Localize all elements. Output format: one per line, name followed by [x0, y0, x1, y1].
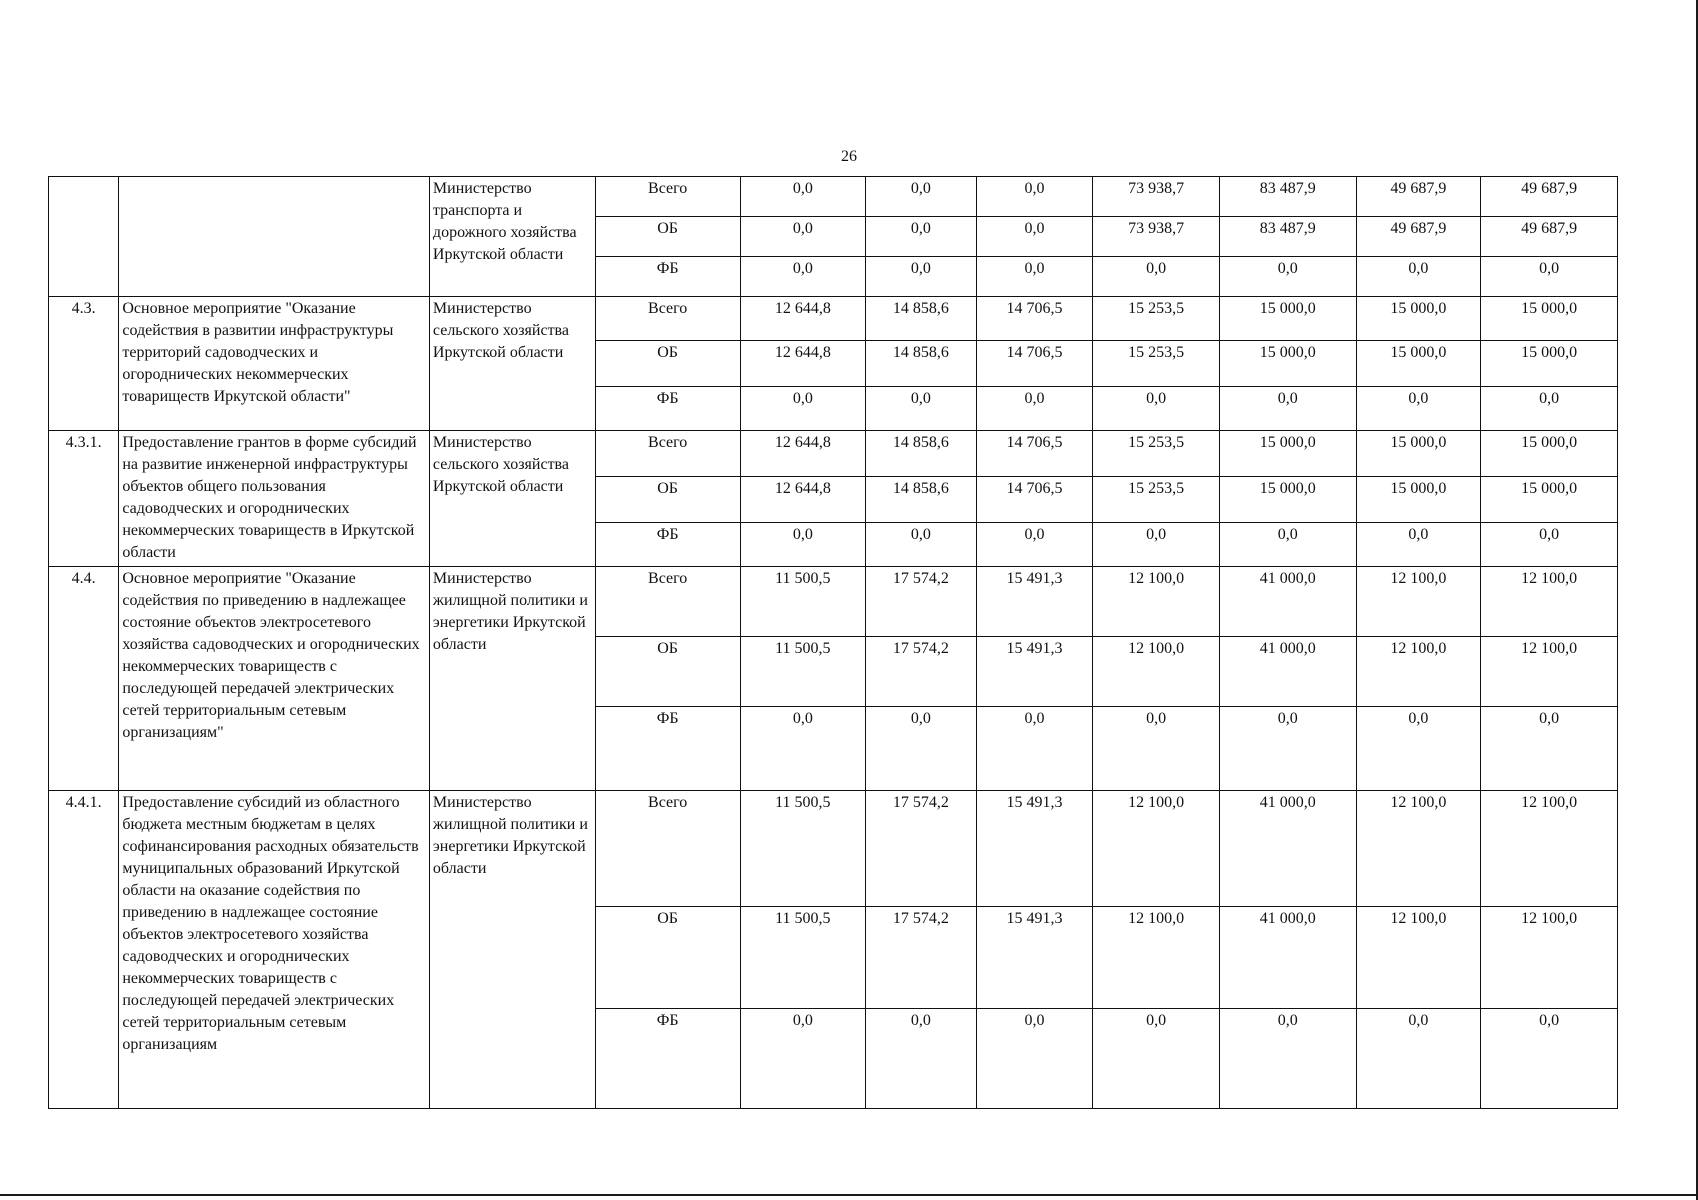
amount-cell: 0,0 [976, 387, 1093, 431]
amount-cell: 0,0 [1481, 707, 1618, 791]
page-number: 26 [841, 148, 857, 165]
table-row [49, 297, 1618, 341]
funding-source: ФБ [595, 523, 740, 567]
amount-cell: 0,0 [866, 707, 977, 791]
amount-cell: 0,0 [1356, 523, 1481, 567]
amount-cell: 15 000,0 [1481, 431, 1618, 477]
amount-cell: 15 000,0 [1481, 297, 1618, 341]
amount-cell: 0,0 [1093, 1009, 1220, 1109]
amount-cell: 15 000,0 [1481, 341, 1618, 387]
amount-cell: 15 000,0 [1219, 341, 1356, 387]
amount-cell: 12 644,8 [740, 431, 866, 477]
amount-cell: 14 706,5 [976, 297, 1093, 341]
amount-cell: 0,0 [1093, 523, 1220, 567]
amount-cell: 15 000,0 [1356, 297, 1481, 341]
funding-source: Всего [595, 297, 740, 341]
amount-cell: 0,0 [1481, 387, 1618, 431]
amount-cell: 12 100,0 [1093, 907, 1220, 1009]
amount-cell: 0,0 [1093, 387, 1220, 431]
amount-cell: 12 100,0 [1356, 567, 1481, 637]
amount-cell: 0,0 [1356, 257, 1481, 297]
amount-cell: 12 100,0 [1481, 907, 1618, 1009]
amount-cell: 41 000,0 [1219, 907, 1356, 1009]
amount-cell: 49 687,9 [1356, 177, 1481, 217]
funding-source: Всего [595, 791, 740, 907]
amount-cell: 0,0 [1219, 387, 1356, 431]
funding-source: ФБ [595, 387, 740, 431]
amount-cell: 0,0 [1219, 523, 1356, 567]
amount-cell: 0,0 [1356, 387, 1481, 431]
amount-cell: 15 491,3 [976, 567, 1093, 637]
amount-cell: 15 000,0 [1219, 297, 1356, 341]
amount-cell: 15 253,5 [1093, 297, 1220, 341]
row-code [49, 177, 119, 297]
amount-cell: 49 687,9 [1481, 217, 1618, 257]
amount-cell: 0,0 [976, 177, 1093, 217]
amount-cell: 0,0 [976, 707, 1093, 791]
amount-cell: 15 000,0 [1356, 341, 1481, 387]
amount-cell: 0,0 [866, 1009, 977, 1109]
funding-source: ФБ [595, 707, 740, 791]
amount-cell: 0,0 [740, 177, 866, 217]
table-row [49, 431, 1618, 477]
amount-cell: 12 100,0 [1356, 791, 1481, 907]
amount-cell: 49 687,9 [1356, 217, 1481, 257]
amount-cell: 0,0 [976, 523, 1093, 567]
funding-source: ФБ [595, 257, 740, 297]
amount-cell: 12 100,0 [1356, 907, 1481, 1009]
page-edge-bottom [0, 1194, 1698, 1196]
amount-cell: 14 706,5 [976, 341, 1093, 387]
amount-cell: 0,0 [1219, 1009, 1356, 1109]
amount-cell: 15 000,0 [1219, 431, 1356, 477]
budget-table [48, 176, 1618, 1109]
amount-cell: 14 858,6 [866, 297, 977, 341]
amount-cell: 83 487,9 [1219, 177, 1356, 217]
responsible-executor: Министерство жилищной политики и энергетики Иркутской области [429, 791, 595, 1109]
amount-cell: 0,0 [976, 1009, 1093, 1109]
amount-cell: 11 500,5 [740, 567, 866, 637]
funding-source: ФБ [595, 1009, 740, 1109]
amount-cell: 0,0 [740, 1009, 866, 1109]
amount-cell: 15 491,3 [976, 907, 1093, 1009]
amount-cell: 49 687,9 [1481, 177, 1618, 217]
amount-cell: 0,0 [1219, 707, 1356, 791]
amount-cell: 14 858,6 [866, 431, 977, 477]
responsible-executor: Министерство жилищной политики и энергетики Иркутской области [429, 567, 595, 791]
amount-cell: 0,0 [740, 523, 866, 567]
amount-cell: 15 000,0 [1481, 477, 1618, 523]
funding-source: Всего [595, 177, 740, 217]
amount-cell: 15 253,5 [1093, 431, 1220, 477]
responsible-executor: Министерство транспорта и дорожного хозяйства Иркутской области [429, 177, 595, 297]
amount-cell: 0,0 [740, 707, 866, 791]
amount-cell: 12 644,8 [740, 477, 866, 523]
activity-name: Предоставление субсидий из областного бюджета местным бюджетам в целях софинансирования расходных обязательств муниципальных образований Иркутской области на оказание содействия по приведению в надлежащее состояние объектов электросетевого хозяйства садоводческих и огороднических некоммерческих товариществ с последующей передачей электрических сетей территориальным сетевым организациям [119, 791, 430, 1109]
activity-name: Основное мероприятие "Оказание содействия в развитии инфраструктуры территорий садоводческих и огороднических некоммерческих товариществ Иркутской области" [119, 297, 430, 431]
amount-cell: 0,0 [1356, 707, 1481, 791]
amount-cell: 15 000,0 [1219, 477, 1356, 523]
amount-cell: 0,0 [1481, 1009, 1618, 1109]
amount-cell: 17 574,2 [866, 637, 977, 707]
amount-cell: 0,0 [1093, 257, 1220, 297]
amount-cell: 11 500,5 [740, 637, 866, 707]
amount-cell: 12 100,0 [1481, 567, 1618, 637]
amount-cell: 12 100,0 [1093, 637, 1220, 707]
amount-cell: 15 253,5 [1093, 341, 1220, 387]
amount-cell: 12 644,8 [740, 341, 866, 387]
funding-source: ОБ [595, 907, 740, 1009]
amount-cell: 0,0 [1356, 1009, 1481, 1109]
amount-cell: 83 487,9 [1219, 217, 1356, 257]
responsible-executor: Министерство сельского хозяйства Иркутской области [429, 431, 595, 567]
amount-cell: 41 000,0 [1219, 567, 1356, 637]
table-row [49, 791, 1618, 907]
table-row [49, 177, 1618, 217]
amount-cell: 14 858,6 [866, 341, 977, 387]
amount-cell: 15 000,0 [1356, 431, 1481, 477]
activity-name [119, 177, 430, 297]
amount-cell: 15 000,0 [1356, 477, 1481, 523]
amount-cell: 0,0 [976, 257, 1093, 297]
table-body [49, 177, 1618, 1109]
amount-cell: 17 574,2 [866, 907, 977, 1009]
row-code: 4.4. [49, 567, 119, 791]
amount-cell: 73 938,7 [1093, 217, 1220, 257]
row-code: 4.4.1. [49, 791, 119, 1109]
amount-cell: 17 574,2 [866, 567, 977, 637]
amount-cell: 0,0 [866, 523, 977, 567]
amount-cell: 73 938,7 [1093, 177, 1220, 217]
amount-cell: 12 100,0 [1093, 791, 1220, 907]
row-code: 4.3.1. [49, 431, 119, 567]
funding-source: ОБ [595, 637, 740, 707]
row-code: 4.3. [49, 297, 119, 431]
amount-cell: 15 491,3 [976, 791, 1093, 907]
funding-source: Всего [595, 567, 740, 637]
responsible-executor: Министерство сельского хозяйства Иркутской области [429, 297, 595, 431]
amount-cell: 41 000,0 [1219, 637, 1356, 707]
amount-cell: 15 253,5 [1093, 477, 1220, 523]
amount-cell: 12 100,0 [1356, 637, 1481, 707]
activity-name: Предоставление грантов в форме субсидий на развитие инженерной инфраструктуры объектов общего пользования садоводческих и огороднических некоммерческих товариществ в Иркутской области [119, 431, 430, 567]
amount-cell: 0,0 [976, 217, 1093, 257]
amount-cell: 14 706,5 [976, 431, 1093, 477]
amount-cell: 14 706,5 [976, 477, 1093, 523]
amount-cell: 0,0 [740, 217, 866, 257]
funding-source: ОБ [595, 341, 740, 387]
funding-source: ОБ [595, 477, 740, 523]
amount-cell: 12 100,0 [1093, 567, 1220, 637]
amount-cell: 12 644,8 [740, 297, 866, 341]
amount-cell: 0,0 [740, 257, 866, 297]
table-row [49, 567, 1618, 637]
amount-cell: 0,0 [1219, 257, 1356, 297]
amount-cell: 12 100,0 [1481, 791, 1618, 907]
amount-cell: 0,0 [866, 257, 977, 297]
amount-cell: 17 574,2 [866, 791, 977, 907]
funding-source: Всего [595, 431, 740, 477]
amount-cell: 14 858,6 [866, 477, 977, 523]
amount-cell: 12 100,0 [1481, 637, 1618, 707]
amount-cell: 0,0 [740, 387, 866, 431]
amount-cell: 15 491,3 [976, 637, 1093, 707]
amount-cell: 0,0 [1481, 257, 1618, 297]
amount-cell: 0,0 [866, 387, 977, 431]
activity-name: Основное мероприятие "Оказание содействия по приведению в надлежащее состояние объектов электросетевого хозяйства садоводческих и огороднических некоммерческих товариществ с последующей передачей электрических сетей территориальным сетевым организациям" [119, 567, 430, 791]
amount-cell: 0,0 [1481, 523, 1618, 567]
amount-cell: 11 500,5 [740, 791, 866, 907]
amount-cell: 11 500,5 [740, 907, 866, 1009]
amount-cell: 0,0 [866, 217, 977, 257]
funding-source: ОБ [595, 217, 740, 257]
amount-cell: 0,0 [866, 177, 977, 217]
amount-cell: 0,0 [1093, 707, 1220, 791]
amount-cell: 41 000,0 [1219, 791, 1356, 907]
